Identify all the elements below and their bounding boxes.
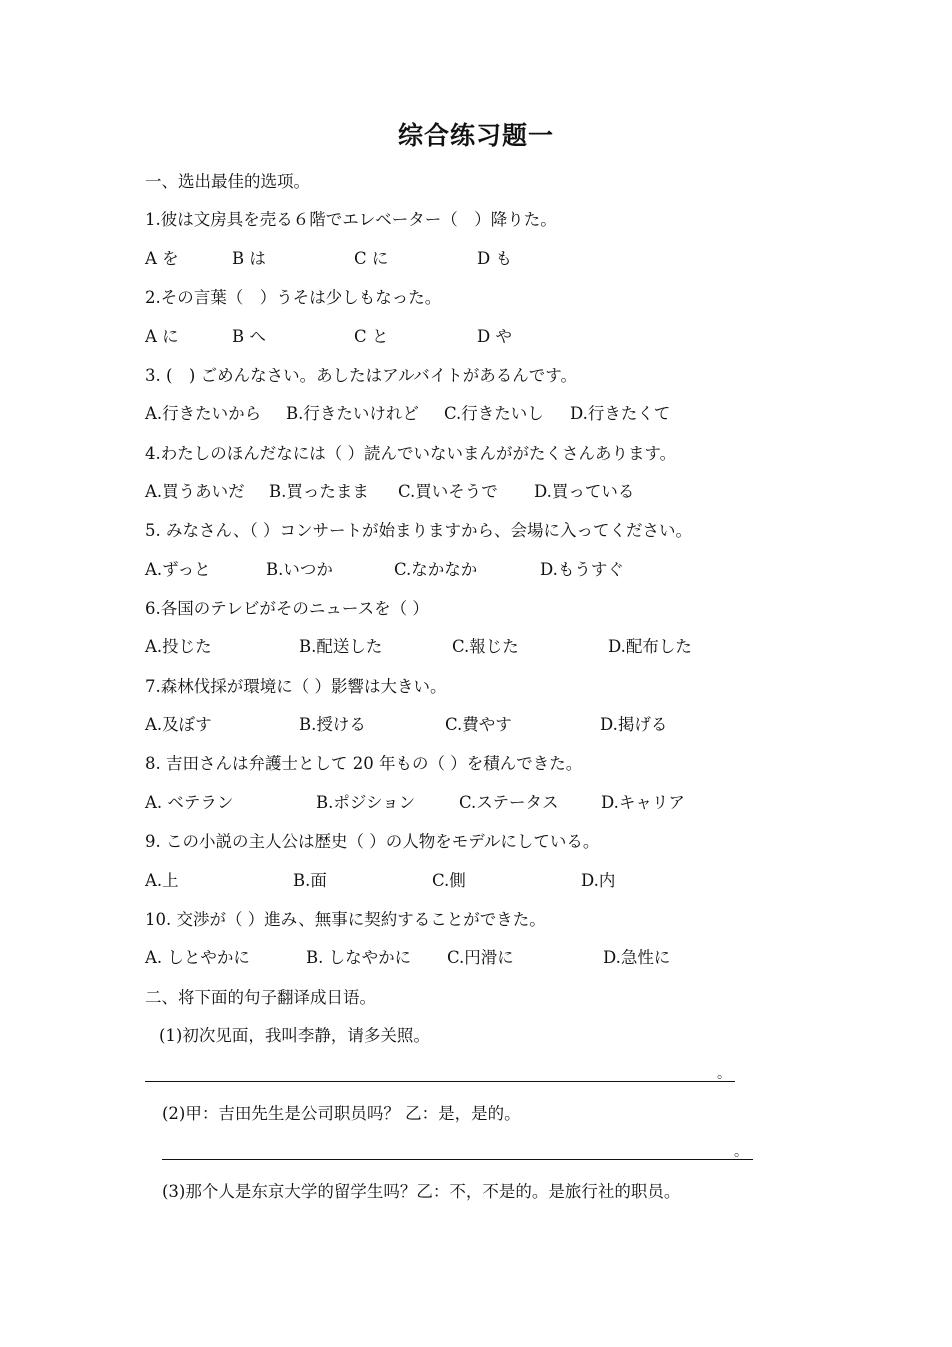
question-6-option-a: A.投じた — [145, 637, 212, 656]
section1-heading: 一、选出最佳的选项。 — [145, 172, 310, 191]
question-5-option-b: B.いつか — [266, 560, 333, 579]
question-9-option-c: C.側 — [432, 871, 466, 890]
translation-item-2: (2)甲：吉田先生是公司职员吗？ 乙：是，是的。 — [162, 1104, 521, 1123]
question-9-options — [145, 870, 845, 892]
question-1-option-a: A を — [145, 249, 179, 268]
question-8-option-c: C.ステータス — [459, 793, 559, 812]
question-2-stem: 2.その言葉（ ）うそは少しもなった。 — [145, 288, 442, 307]
translation-item-1: (1)初次见面，我叫李静，请多关照。 — [159, 1026, 430, 1045]
question-2-option-b: B へ — [232, 327, 266, 346]
question-5-option-c: C.なかなか — [394, 560, 478, 579]
question-8-option-a: A. ベテラン — [145, 793, 234, 812]
question-10-option-d: D.急性に — [603, 948, 671, 967]
question-7-options — [145, 714, 845, 736]
translation-item-1-period: 。 — [717, 1066, 731, 1082]
question-10-option-b: B. しなやかに — [306, 948, 412, 967]
question-3-stem: 3. ( ) ごめんなさい。あしたはアルバイトがあるんです。 — [145, 366, 577, 385]
question-7-option-d: D.掲げる — [600, 715, 668, 734]
question-8-options — [145, 792, 845, 814]
question-1-option-d: D も — [477, 249, 512, 268]
answer-line-2[interactable] — [162, 1159, 753, 1160]
question-6-option-d: D.配布した — [608, 637, 692, 656]
question-10-stem: 10. 交渉が（ ）進み、無事に契約することができた。 — [145, 910, 546, 929]
question-7-stem: 7.森林伐採が環境に（ ）影響は大きい。 — [145, 677, 447, 696]
question-1-option-b: B は — [232, 249, 266, 268]
question-5-options — [145, 559, 845, 581]
question-2-option-c: C と — [354, 327, 389, 346]
question-1-options — [145, 248, 845, 270]
question-8-stem: 8. 吉田さんは弁護士として 20 年もの（ ）を積んできた。 — [145, 754, 583, 773]
translation-item-3: (3)那个人是东京大学的留学生吗？乙：不，不是的。是旅行社的职员。 — [162, 1182, 681, 1201]
question-3-option-b: B.行きたいけれど — [286, 404, 419, 423]
question-6-stem: 6.各国のテレビがそのニュースを（ ） — [145, 599, 429, 618]
question-7-option-c: C.費やす — [445, 715, 512, 734]
question-5-option-a: A.ずっと — [145, 560, 211, 579]
question-1-option-c: C に — [354, 249, 389, 268]
question-2-option-a: A に — [145, 327, 179, 346]
question-10-option-c: C.円滑に — [447, 948, 514, 967]
question-9-option-a: A.上 — [145, 871, 179, 890]
question-9-stem: 9. この小説の主人公は歴史（ ）の人物をモデルにしている。 — [145, 832, 600, 851]
question-5-option-d: D.もうすぐ — [540, 560, 624, 579]
question-2-option-d: D や — [477, 327, 512, 346]
question-4-stem: 4.わたしのほんだなには（ ）読んでいないまんががたくさんあります。 — [145, 444, 677, 463]
question-4-option-c: C.買いそうで — [398, 482, 498, 501]
question-7-option-b: B.授ける — [299, 715, 366, 734]
question-3-option-d: D.行きたくて — [570, 404, 671, 423]
question-10-options — [145, 947, 845, 969]
question-8-option-b: B.ポジション — [316, 793, 416, 812]
question-9-option-d: D.内 — [581, 871, 616, 890]
question-4-options — [145, 481, 845, 503]
question-3-option-a: A.行きたいから — [145, 404, 262, 423]
question-7-option-a: A.及ぼす — [145, 715, 212, 734]
translation-item-2-period: 。 — [734, 1144, 748, 1160]
question-2-options — [145, 326, 845, 348]
question-9-option-b: B.面 — [293, 871, 327, 890]
question-4-option-d: D.買っている — [534, 482, 635, 501]
question-4-option-b: B.買ったまま — [269, 482, 369, 501]
question-6-option-b: B.配送した — [299, 637, 383, 656]
question-10-option-a: A. しとやかに — [145, 948, 250, 967]
question-6-options — [145, 636, 845, 658]
question-8-option-d: D.キャリア — [601, 793, 685, 812]
page-title: 综合练习题一 — [397, 121, 554, 150]
answer-line-1[interactable] — [145, 1081, 735, 1082]
question-1-stem: 1.彼は文房具を売る６階でエレベーター（ ）降りた。 — [145, 210, 557, 229]
question-5-stem: 5. みなさん、（ ）コンサートが始まりますから、会場に入ってください。 — [145, 521, 692, 540]
question-4-option-a: A.買うあいだ — [145, 482, 245, 501]
question-3-options — [145, 403, 845, 425]
question-6-option-c: C.報じた — [452, 637, 519, 656]
question-3-option-c: C.行きたいし — [444, 404, 544, 423]
section2-heading: 二、将下面的句子翻译成日语。 — [145, 988, 376, 1007]
